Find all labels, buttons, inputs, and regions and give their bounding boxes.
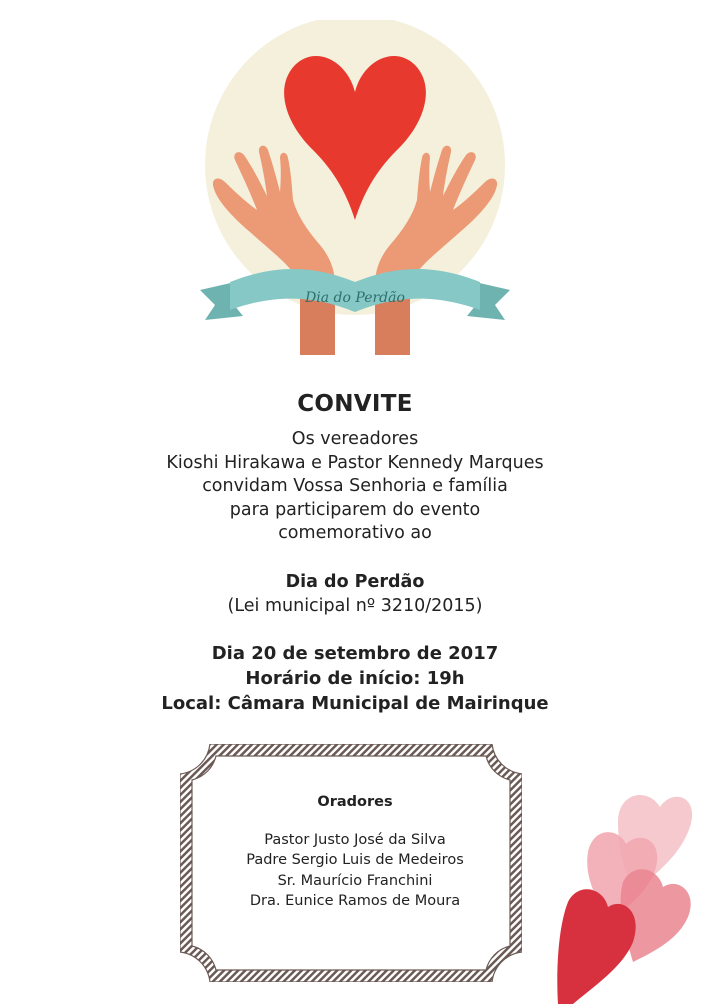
speaker-name: Dra. Eunice Ramos de Moura — [249, 893, 461, 909]
speaker-name: Sr. Maurício Franchini — [277, 872, 433, 889]
speaker-name: Padre Sergio Luis de Medeiros — [246, 852, 464, 868]
ribbon-text: Dia do Perdão — [305, 290, 405, 306]
event-start-time: Horário de início: 19h — [245, 668, 465, 689]
intro-line: convidam Vossa Senhoria e família — [202, 476, 508, 496]
intro-line: Os vereadores — [291, 429, 419, 449]
decorative-hearts — [548, 782, 710, 1004]
event-info — [0, 570, 710, 618]
event-details — [0, 641, 710, 716]
event-location: Local: Câmara Municipal de Mairinque — [161, 693, 549, 714]
invitation-title: CONVITE — [297, 391, 413, 417]
invitation-intro — [0, 428, 710, 546]
dia-do-perdao-logo — [195, 20, 515, 360]
speakers-heading: Oradores — [317, 794, 393, 810]
speakers-list — [190, 792, 520, 912]
event-date: Dia 20 de setembro de 2017 — [211, 643, 499, 664]
event-name: Dia do Perdão — [285, 572, 425, 592]
event-law: (Lei municipal nº 3210/2015) — [227, 596, 483, 616]
intro-line: para participarem do evento — [229, 499, 481, 520]
intro-line: Kioshi Hirakawa e Pastor Kennedy Marques — [166, 452, 544, 473]
intro-line: comemorativo ao — [278, 523, 432, 543]
heart-icon — [557, 889, 635, 1004]
speaker-name: Pastor Justo José da Silva — [264, 831, 446, 848]
